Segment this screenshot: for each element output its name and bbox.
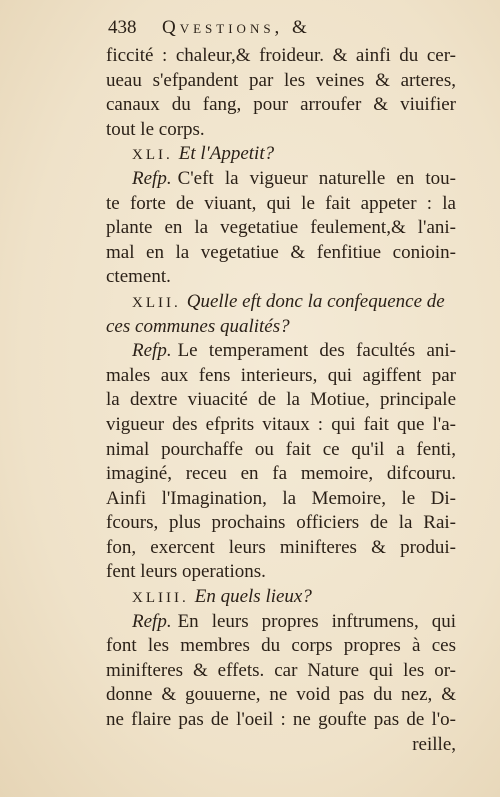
text-line: fcours, plus prochains officiers de la Rai- — [106, 512, 456, 534]
text-line: vigueur des efprits vitaux : qui fait que l'a- — [106, 413, 456, 435]
question-number: XLII. — [132, 294, 181, 311]
text-line: fent leurs operations. — [106, 561, 266, 583]
page-number: 438 — [108, 17, 137, 38]
resp-label: Refp. — [132, 167, 172, 189]
answer-text: Le temperament des facultés ani- — [177, 340, 456, 362]
answer-text: En leurs propres inftrumens, qui — [177, 610, 456, 632]
text-line: fon, exercent leurs minifteres & produi- — [106, 536, 456, 558]
question-title: Et l'Appetit? — [178, 143, 275, 165]
text-line: males aux fens interieurs, qui agiffent par — [106, 364, 456, 386]
question-heading — [106, 142, 456, 167]
text-line: ctement. — [106, 266, 171, 288]
text-line: minifteres & effets. car Nature qui les or- — [106, 659, 456, 681]
text-line: ne flaire pas de l'oeil : ne goufte pas de l'o- — [106, 709, 456, 731]
text-line: te forte de viuant, qui le fait appeter : la — [106, 192, 456, 214]
text-line: imaginé, receu en fa memoire, difcouru. — [106, 463, 456, 485]
question-number: XLIII. — [132, 590, 189, 607]
text-line: la dextre viuacité de la Motiue, principale — [106, 389, 456, 411]
text-line-last: reille, — [412, 733, 456, 755]
text-line: font les membres du corps propres à ces — [106, 635, 456, 657]
text-line: plante en la vegetatiue feulement,& l'ani- — [106, 217, 456, 239]
resp-label: Refp. — [132, 340, 172, 362]
page-header — [108, 14, 438, 42]
text-line: donne & gouuerne, ne void pas du nez, & — [106, 684, 456, 706]
text-line: tout le corps. — [106, 118, 205, 140]
body-text — [106, 44, 456, 757]
answer-first-line — [106, 167, 456, 192]
question-heading — [106, 585, 456, 610]
text-line: ficcité : chaleur,& froideur. & ainfi du cer- — [106, 45, 456, 66]
question-heading — [106, 290, 456, 315]
answer-first-line — [106, 610, 456, 635]
text-line: Ainfi l'Imagination, la Memoire, le Di- — [106, 487, 456, 509]
resp-label: Refp. — [132, 610, 172, 632]
answer-first-line — [106, 339, 456, 364]
running-title: Qvestions, & — [162, 17, 311, 38]
text-line: canaux du fang, pour arroufer & viuifier — [106, 94, 456, 116]
question-title: Quelle eft donc la confequence de — [186, 290, 445, 312]
question-number: XLI. — [132, 147, 173, 164]
text-line: mal en la vegetatiue & fenfitiue conioin- — [106, 241, 456, 263]
question-title-continued: ces communes qualités? — [106, 315, 290, 337]
text-line: nimal pourchaffe ou fait ce qu'il a fenti, — [106, 438, 456, 460]
answer-text: C'eft la vigueur naturelle en tou- — [177, 167, 456, 189]
text-line: ueau s'efpandent par les veines & arteres, — [106, 69, 456, 91]
question-title: En quels lieux? — [194, 586, 312, 608]
